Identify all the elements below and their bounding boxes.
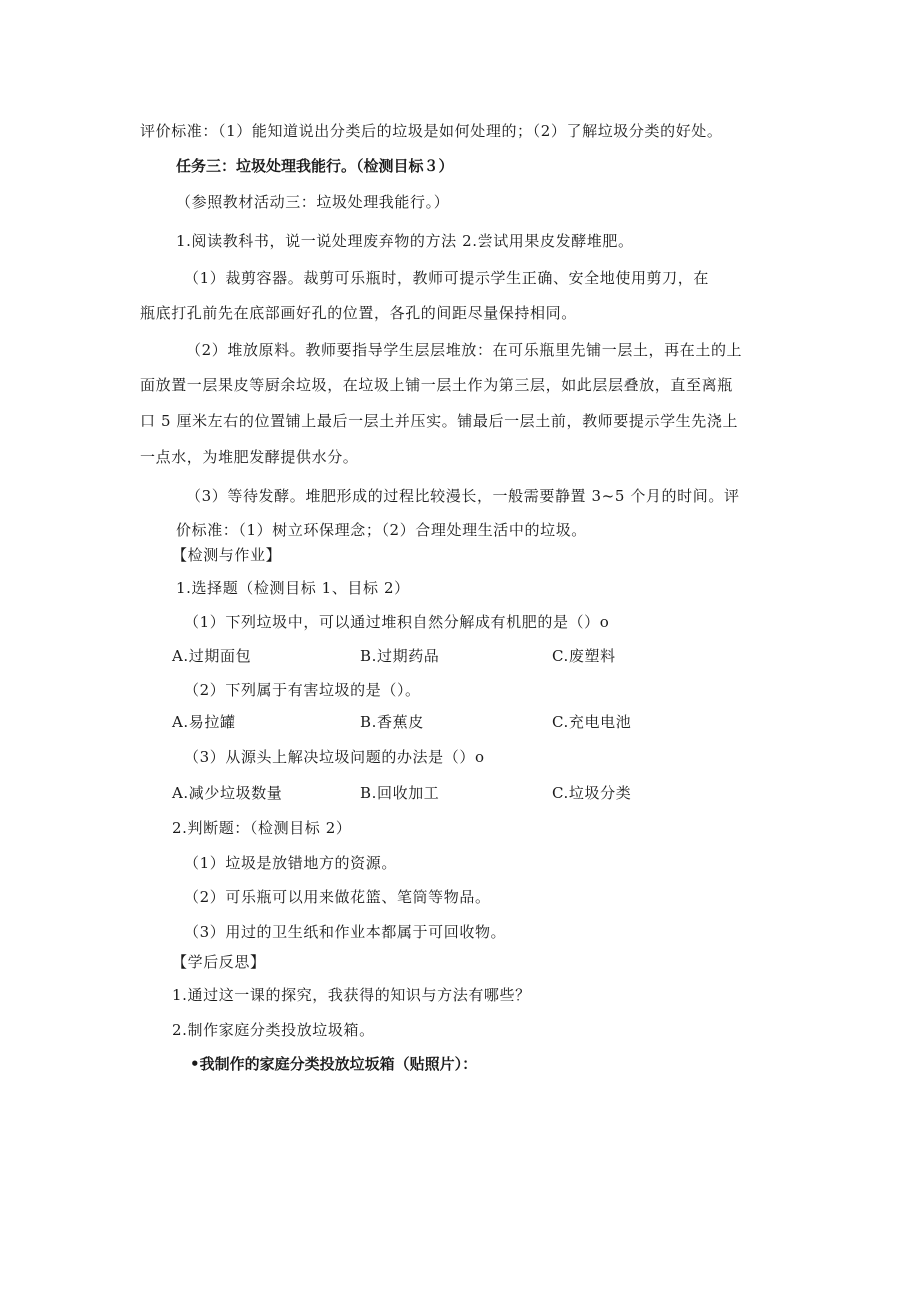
step3-line-b: 价标准：（1）树立环保理念；（2）合理处理生活中的垃圾。	[176, 521, 587, 539]
evaluation-criteria-line: 评价标准：（1）能知道说出分类后的垃圾是如何处理的；（2）了解垃圾分类的好处。	[140, 122, 723, 140]
task3-item-1: 1.阅读教科书，说一说处理废弃物的方法 2.尝试用果皮发酵堆肥。	[176, 232, 634, 250]
reflection-heading: 【学后反思】	[172, 953, 266, 971]
step2-line-b: 面放置一层果皮等厨余垃圾，在垃圾上铺一层土作为第三层，如此层层叠放，直至离瓶	[140, 376, 733, 394]
q3-option-b: B.回收加工	[360, 784, 440, 802]
q2-option-a: A.易拉罐	[172, 713, 236, 731]
step2-line-c: 口 5 厘米左右的位置铺上最后一层土并压实。铺最后一层土前，教师要提示学生先浇上	[140, 412, 739, 430]
true-false-2: （2）可乐瓶可以用来做花篮、笔筒等物品。	[184, 888, 491, 906]
step3-line-a: （3）等待发酵。堆肥形成的过程比较漫长，一般需要静置 3~5 个月的时间。评	[186, 487, 740, 505]
question-3: （3）从源头上解决垃圾问题的办法是（）o	[184, 748, 485, 766]
step2-line-d: 一点水，为堆肥发酵提供水分。	[140, 448, 359, 466]
true-false-title: 2.判断题：（检测目标 2）	[172, 819, 352, 837]
true-false-3: （3）用过的卫生纸和作业本都属于可回收物。	[184, 923, 507, 941]
step1-line-b: 瓶底打孔前先在底部画好孔的位置，各孔的间距尽量保持相同。	[140, 304, 577, 322]
reflection-2: 2.制作家庭分类投放垃圾箱。	[172, 1021, 375, 1039]
q3-option-a: A.减少垃圾数量	[172, 784, 283, 802]
q2-option-c: C.充电电池	[552, 713, 632, 731]
homework-heading: 【检测与作业】	[172, 546, 282, 564]
task3-title: 任务三：垃圾处理我能行。（检测目标３）	[176, 157, 454, 175]
q1-option-b: B.过期药品	[360, 647, 440, 665]
q3-option-c: C.垃圾分类	[552, 784, 632, 802]
q1-option-a: A.过期面包	[172, 647, 252, 665]
question-1: （1）下列垃圾中，可以通过堆积自然分解成有机肥的是（）o	[184, 613, 610, 631]
step1-line-a: （1）裁剪容器。裁剪可乐瓶时，教师可提示学生正确、安全地使用剪刀，在	[184, 269, 709, 287]
q2-option-b: B.香蕉皮	[360, 713, 424, 731]
true-false-1: （1）垃圾是放错地方的资源。	[184, 854, 397, 872]
reflection-1: 1.通过这一课的探究，我获得的知识与方法有哪些？	[172, 986, 531, 1004]
q1-option-c: C.废塑料	[552, 647, 616, 665]
multiple-choice-title: 1.选择题（检测目标 1、目标 2）	[176, 579, 410, 597]
step2-line-a: （2）堆放原料。教师要指导学生层层堆放：在可乐瓶里先铺一层土，再在土的上	[186, 341, 743, 359]
question-2: （2）下列属于有害垃圾的是（）。	[184, 681, 421, 699]
photo-note: •我制作的家庭分类投放垃坂箱（贴照片）：	[190, 1055, 478, 1073]
task3-reference: （参照教材活动三：垃圾处理我能行。）	[176, 193, 450, 211]
